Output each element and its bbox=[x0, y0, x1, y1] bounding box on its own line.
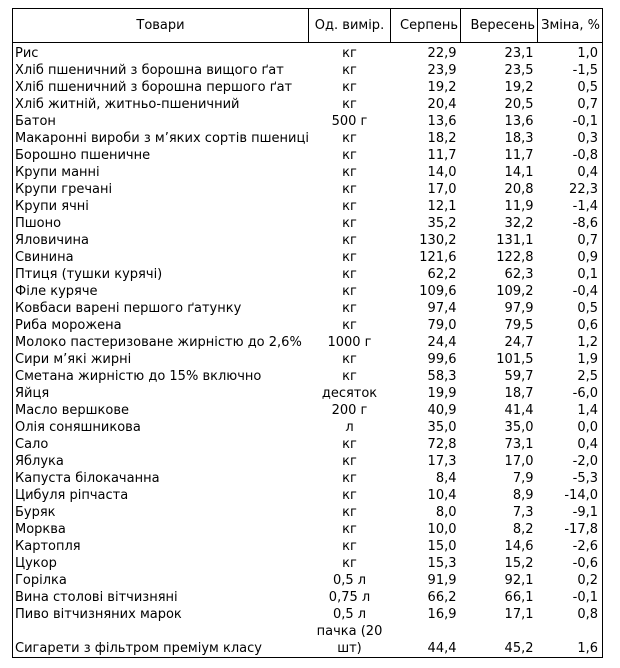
unit-cell: кг bbox=[342, 97, 357, 112]
change-cell: 1,6 bbox=[577, 641, 598, 656]
table-row bbox=[13, 198, 603, 215]
change-cell: 0,6 bbox=[577, 318, 598, 333]
unit-cell: кг bbox=[342, 301, 357, 316]
august-price-cell: 20,4 bbox=[427, 97, 457, 112]
table-row bbox=[13, 43, 603, 63]
product-name-cell: Крупи манні bbox=[15, 165, 100, 180]
unit-cell: кг bbox=[342, 165, 357, 180]
august-price-cell: 18,2 bbox=[427, 131, 457, 146]
september-price-cell: 109,2 bbox=[496, 284, 534, 299]
august-price-cell: 35,2 bbox=[427, 216, 457, 231]
change-cell: -0,4 bbox=[572, 284, 598, 299]
august-price-cell: 17,3 bbox=[427, 454, 457, 469]
product-name-cell: Картопля bbox=[15, 539, 81, 554]
unit-cell: 0,5 л bbox=[332, 607, 367, 622]
change-cell: 1,9 bbox=[577, 352, 598, 367]
august-price-cell: 10,0 bbox=[427, 522, 457, 537]
august-price-cell: 109,6 bbox=[419, 284, 457, 299]
unit-cell: кг bbox=[342, 80, 357, 95]
table-row bbox=[13, 385, 603, 402]
september-price-cell: 131,1 bbox=[496, 233, 534, 248]
table-row bbox=[13, 436, 603, 453]
september-price-cell: 23,1 bbox=[504, 46, 534, 61]
unit-cell: кг bbox=[342, 199, 357, 214]
table-row bbox=[13, 334, 603, 351]
september-price-cell: 11,9 bbox=[504, 199, 534, 214]
august-price-cell: 14,0 bbox=[427, 165, 457, 180]
change-cell: 0,5 bbox=[577, 301, 598, 316]
change-cell: -0,8 bbox=[572, 148, 598, 163]
table-row bbox=[13, 419, 603, 436]
september-price-cell: 18,3 bbox=[504, 131, 534, 146]
change-cell: -5,3 bbox=[572, 471, 598, 486]
unit-cell: кг bbox=[342, 46, 357, 61]
change-cell: -17,8 bbox=[564, 522, 598, 537]
september-price-cell: 7,9 bbox=[512, 471, 534, 486]
september-price-cell: 41,4 bbox=[504, 403, 534, 418]
unit-cell: кг bbox=[342, 437, 357, 452]
unit-cell: кг bbox=[342, 182, 357, 197]
august-price-cell: 22,9 bbox=[427, 46, 457, 61]
product-name-cell: Яблука bbox=[15, 454, 64, 469]
table-body bbox=[13, 43, 603, 658]
product-name-cell: Яловичина bbox=[15, 233, 90, 248]
september-price-cell: 79,5 bbox=[504, 318, 534, 333]
change-cell: 0,2 bbox=[577, 573, 598, 588]
august-price-cell: 12,1 bbox=[427, 199, 457, 214]
august-price-cell: 130,2 bbox=[419, 233, 457, 248]
change-cell: 22,3 bbox=[569, 182, 598, 197]
unit-cell: кг bbox=[342, 318, 357, 333]
august-price-cell: 24,4 bbox=[427, 335, 457, 350]
product-name-cell: Цибуля ріпчаста bbox=[15, 488, 129, 503]
change-cell: 0,8 bbox=[577, 607, 598, 622]
september-price-cell: 8,9 bbox=[512, 488, 534, 503]
change-cell: 0,9 bbox=[577, 250, 598, 265]
unit-cell: л bbox=[345, 420, 354, 435]
product-name-cell: Масло вершкове bbox=[15, 403, 129, 418]
column-header-products: Товари bbox=[13, 9, 309, 43]
change-cell: -2,6 bbox=[572, 539, 598, 554]
product-name-cell: Цукор bbox=[15, 556, 57, 571]
product-name-cell: Крупи ячні bbox=[15, 199, 89, 214]
september-price-cell: 11,7 bbox=[504, 148, 534, 163]
unit-cell: кг bbox=[342, 505, 357, 520]
product-name-cell: Філе куряче bbox=[15, 284, 98, 299]
table-row bbox=[13, 300, 603, 317]
change-cell: 0,5 bbox=[577, 80, 598, 95]
table-row bbox=[13, 521, 603, 538]
september-price-cell: 122,8 bbox=[496, 250, 534, 265]
table-row bbox=[13, 130, 603, 147]
change-cell: -2,0 bbox=[572, 454, 598, 469]
unit-cell: десяток bbox=[321, 386, 378, 401]
unit-cell: кг bbox=[342, 352, 357, 367]
september-price-cell: 97,9 bbox=[504, 301, 534, 316]
table-row bbox=[13, 351, 603, 368]
august-price-cell: 121,6 bbox=[419, 250, 457, 265]
august-price-cell: 10,4 bbox=[427, 488, 457, 503]
table-row bbox=[13, 402, 603, 419]
table-row bbox=[13, 504, 603, 521]
change-cell: -1,4 bbox=[572, 199, 598, 214]
august-price-cell: 62,2 bbox=[427, 267, 457, 282]
table-row bbox=[13, 62, 603, 79]
unit-cell: 0,5 л bbox=[332, 573, 367, 588]
unit-cell: 1000 г bbox=[327, 335, 372, 350]
unit-cell: кг bbox=[342, 488, 357, 503]
september-price-cell: 23,5 bbox=[504, 63, 534, 78]
august-price-cell: 15,3 bbox=[427, 556, 457, 571]
change-cell: -0,1 bbox=[572, 590, 598, 605]
table-row bbox=[13, 470, 603, 487]
change-cell: -1,5 bbox=[572, 63, 598, 78]
product-name-cell: Сало bbox=[15, 437, 49, 452]
unit-cell: кг bbox=[342, 284, 357, 299]
unit-cell: кг bbox=[342, 471, 357, 486]
change-cell: -9,1 bbox=[572, 505, 598, 520]
table-header bbox=[13, 9, 603, 43]
september-price-cell: 18,7 bbox=[504, 386, 534, 401]
august-price-cell: 13,6 bbox=[427, 114, 457, 129]
change-cell: 2,5 bbox=[577, 369, 598, 384]
table-row bbox=[13, 453, 603, 470]
september-price-cell: 20,8 bbox=[504, 182, 534, 197]
september-price-cell: 15,2 bbox=[504, 556, 534, 571]
product-name-cell: Птиця (тушки курячі) bbox=[15, 267, 163, 282]
september-price-cell: 73,1 bbox=[504, 437, 534, 452]
september-price-cell: 24,7 bbox=[504, 335, 534, 350]
unit-cell: кг bbox=[342, 216, 357, 231]
unit-cell: 0,75 л bbox=[328, 590, 371, 605]
september-price-cell: 7,3 bbox=[512, 505, 534, 520]
change-cell: 0,3 bbox=[577, 131, 598, 146]
change-cell: 0,4 bbox=[577, 165, 598, 180]
product-name-cell: Капуста білокачанна bbox=[15, 471, 160, 486]
product-name-cell: Горілка bbox=[15, 573, 67, 588]
unit-cell: кг bbox=[342, 454, 357, 469]
august-price-cell: 16,9 bbox=[427, 607, 457, 622]
table-row bbox=[13, 555, 603, 572]
august-price-cell: 35,0 bbox=[427, 420, 457, 435]
table-row bbox=[13, 266, 603, 283]
september-price-cell: 19,2 bbox=[504, 80, 534, 95]
product-name-cell: Макаронні вироби з м’яких сортів пшениці bbox=[15, 131, 309, 146]
september-price-cell: 20,5 bbox=[504, 97, 534, 112]
unit-cell: кг bbox=[342, 250, 357, 265]
august-price-cell: 79,0 bbox=[427, 318, 457, 333]
change-cell: -8,6 bbox=[572, 216, 598, 231]
august-price-cell: 15,0 bbox=[427, 539, 457, 554]
product-name-cell: Риба морожена bbox=[15, 318, 122, 333]
unit-cell: кг bbox=[342, 267, 357, 282]
unit-cell: кг bbox=[342, 63, 357, 78]
september-price-cell: 59,7 bbox=[504, 369, 534, 384]
table-row bbox=[13, 181, 603, 198]
product-name-cell: Пиво вітчизняних марок bbox=[15, 607, 182, 622]
column-header-august: Серпень bbox=[391, 9, 461, 43]
september-price-cell: 101,5 bbox=[496, 352, 534, 367]
september-price-cell: 66,1 bbox=[504, 590, 534, 605]
september-price-cell: 92,1 bbox=[504, 573, 534, 588]
table-row bbox=[13, 113, 603, 130]
august-price-cell: 8,0 bbox=[435, 505, 457, 520]
product-name-cell: Олія соняшникова bbox=[15, 420, 141, 435]
august-price-cell: 72,8 bbox=[427, 437, 457, 452]
september-price-cell: 14,1 bbox=[504, 165, 534, 180]
change-cell: 1,0 bbox=[577, 46, 598, 61]
unit-cell: кг bbox=[342, 369, 357, 384]
table-row bbox=[13, 249, 603, 266]
table-row bbox=[13, 538, 603, 555]
product-name-cell: Яйця bbox=[15, 386, 50, 401]
august-price-cell: 8,4 bbox=[435, 471, 457, 486]
change-cell: 0,1 bbox=[577, 267, 598, 282]
august-price-cell: 23,9 bbox=[427, 63, 457, 78]
column-header-september: Вересень bbox=[461, 9, 538, 43]
unit-cell: кг bbox=[342, 131, 357, 146]
table-row bbox=[13, 215, 603, 232]
september-price-cell: 32,2 bbox=[504, 216, 534, 231]
product-name-cell: Пшоно bbox=[15, 216, 62, 231]
change-cell: 0,4 bbox=[577, 437, 598, 452]
unit-cell: пачка (20 шт) bbox=[316, 624, 383, 656]
august-price-cell: 66,2 bbox=[427, 590, 457, 605]
product-name-cell: Вина столові вітчизняні bbox=[15, 590, 178, 605]
change-cell: 0,0 bbox=[577, 420, 598, 435]
product-name-cell: Буряк bbox=[15, 505, 56, 520]
header-row bbox=[13, 9, 603, 43]
august-price-cell: 91,9 bbox=[427, 573, 457, 588]
september-price-cell: 17,0 bbox=[504, 454, 534, 469]
change-cell: 0,7 bbox=[577, 97, 598, 112]
unit-cell: 500 г bbox=[331, 114, 368, 129]
september-price-cell: 62,3 bbox=[504, 267, 534, 282]
september-price-cell: 8,2 bbox=[512, 522, 534, 537]
august-price-cell: 99,6 bbox=[427, 352, 457, 367]
table-row bbox=[13, 572, 603, 589]
table-row bbox=[13, 623, 603, 658]
product-name-cell: Сметана жирністю до 15% включно bbox=[15, 369, 262, 384]
table-row bbox=[13, 147, 603, 164]
august-price-cell: 97,4 bbox=[427, 301, 457, 316]
september-price-cell: 14,6 bbox=[504, 539, 534, 554]
product-name-cell: Ковбаси варені першого ґатунку bbox=[15, 301, 242, 316]
table-row bbox=[13, 283, 603, 300]
september-price-cell: 17,1 bbox=[504, 607, 534, 622]
change-cell: 0,7 bbox=[577, 233, 598, 248]
august-price-cell: 11,7 bbox=[427, 148, 457, 163]
unit-cell: кг bbox=[342, 539, 357, 554]
price-table bbox=[12, 8, 603, 658]
table-row bbox=[13, 487, 603, 504]
column-header-unit: Од. вимір. bbox=[309, 9, 391, 43]
change-cell: -6,0 bbox=[572, 386, 598, 401]
table-row bbox=[13, 606, 603, 623]
august-price-cell: 40,9 bbox=[427, 403, 457, 418]
september-price-cell: 35,0 bbox=[504, 420, 534, 435]
august-price-cell: 58,3 bbox=[427, 369, 457, 384]
table-row bbox=[13, 368, 603, 385]
table-row bbox=[13, 96, 603, 113]
change-cell: -0,1 bbox=[572, 114, 598, 129]
august-price-cell: 19,9 bbox=[427, 386, 457, 401]
product-name-cell: Хліб пшеничний з борошна вищого ґат bbox=[15, 63, 284, 78]
unit-cell: кг bbox=[342, 148, 357, 163]
product-name-cell: Хліб житній, житньо-пшеничний bbox=[15, 97, 240, 112]
september-price-cell: 13,6 bbox=[504, 114, 534, 129]
august-price-cell: 44,4 bbox=[427, 641, 457, 656]
product-name-cell: Свинина bbox=[15, 250, 74, 265]
change-cell: -0,6 bbox=[572, 556, 598, 571]
table-row bbox=[13, 589, 603, 606]
september-price-cell: 45,2 bbox=[504, 641, 534, 656]
table-row bbox=[13, 79, 603, 96]
unit-cell: кг bbox=[342, 522, 357, 537]
august-price-cell: 19,2 bbox=[427, 80, 457, 95]
product-name-cell: Хліб пшеничний з борошна першого ґат bbox=[15, 80, 293, 95]
product-name-cell: Сири м’які жирні bbox=[15, 352, 132, 367]
table-row bbox=[13, 317, 603, 334]
august-price-cell: 17,0 bbox=[427, 182, 457, 197]
change-cell: 1,4 bbox=[577, 403, 598, 418]
product-name-cell: Сигарети з фільтром преміум класу bbox=[15, 641, 262, 656]
product-name-cell: Борошно пшеничне bbox=[15, 148, 151, 163]
table-row bbox=[13, 164, 603, 181]
column-header-change: Зміна, % bbox=[538, 9, 603, 43]
product-name-cell: Крупи гречані bbox=[15, 182, 113, 197]
table-row bbox=[13, 232, 603, 249]
unit-cell: кг bbox=[342, 556, 357, 571]
change-cell: -14,0 bbox=[564, 488, 598, 503]
unit-cell: кг bbox=[342, 233, 357, 248]
product-name-cell: Морква bbox=[15, 522, 66, 537]
product-name-cell: Батон bbox=[15, 114, 56, 129]
product-name-cell: Молоко пастеризоване жирністю до 2,6% bbox=[15, 335, 302, 350]
unit-cell: 200 г bbox=[331, 403, 368, 418]
change-cell: 1,2 bbox=[577, 335, 598, 350]
product-name-cell: Рис bbox=[15, 46, 39, 61]
